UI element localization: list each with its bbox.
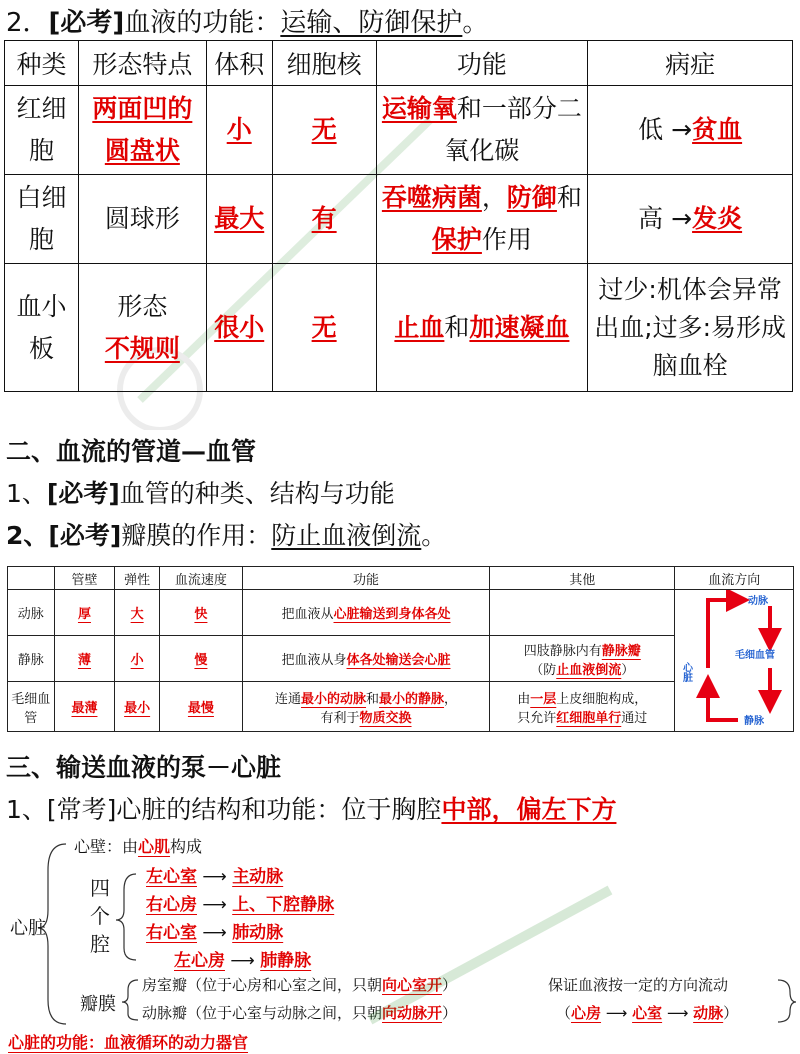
cell-shape: 两面凹的圆盘状 — [78, 86, 206, 175]
func-text: 有利于 — [320, 710, 360, 726]
chamber-row — [146, 890, 334, 915]
vessel-wall: 最薄 — [54, 682, 115, 732]
other-answer: 一层 — [530, 691, 557, 707]
chamber-name: 左心房 — [174, 951, 225, 971]
func-text: 连通 — [274, 691, 301, 707]
arrow-icon: → — [671, 204, 693, 233]
func-text: 和一部分二氧化碳 — [444, 94, 582, 165]
valve-line-2 — [142, 1002, 457, 1023]
cell-type: 血小板 — [5, 264, 79, 392]
func-answer: 体各处输送会心脏 — [346, 653, 451, 668]
vessel-elastic: 最小 — [115, 682, 160, 732]
col-header: 弹性 — [115, 567, 160, 590]
vessel-answer: 上、下腔静脉 — [232, 895, 335, 915]
col-header: 血流方向 — [675, 567, 794, 590]
func-text: ， — [481, 183, 507, 212]
part2-item2 — [6, 516, 446, 552]
func-text: 把血液从身 — [281, 653, 347, 668]
chamber-name: 左心室 — [146, 867, 197, 887]
func-text: 和 — [366, 691, 380, 707]
flow-answer: 动脉 — [693, 1004, 724, 1022]
func-answer: 防御 — [506, 183, 557, 212]
cell-size: 最大 — [206, 175, 272, 264]
other-text: ） — [621, 662, 635, 678]
other-text: 上皮细胞构成， — [556, 691, 648, 707]
table-row — [5, 86, 793, 175]
vessel-wall: 厚 — [54, 590, 115, 636]
vessel-other — [490, 682, 675, 732]
disease-answer: 贫血 — [692, 115, 743, 144]
cell-function — [376, 175, 588, 264]
required-tag: [必考] — [48, 8, 125, 38]
func-text: ， — [444, 691, 458, 707]
part2-item1 — [6, 474, 395, 510]
valve-text: 动脉瓣（位于心室与动脉之间，只朝 — [142, 1004, 383, 1022]
item-number: 1、 — [6, 795, 47, 824]
valve-purpose: 保证血液按一定的方向流动 — [548, 976, 729, 994]
blood-flow-diagram — [678, 590, 790, 730]
common-tag: [常考] — [46, 795, 117, 824]
item-end: 。 — [421, 521, 447, 550]
other-text: 只允许 — [517, 710, 557, 726]
vessel-speed: 快 — [159, 590, 242, 636]
heading-end: 。 — [462, 8, 489, 38]
col-header: 功能 — [242, 567, 489, 590]
flow-label-capillary: 毛细血管 — [735, 650, 775, 661]
cell-nucleus: 无 — [272, 264, 376, 392]
func-answer: 加速凝血 — [469, 312, 570, 342]
cell-disease: 过少:机体会异常出血;过多:易形成脑血栓 — [588, 264, 793, 392]
table-row — [5, 264, 793, 392]
vessel-name: 静脉 — [8, 636, 55, 682]
cell-disease — [588, 175, 793, 264]
vessel-speed: 最慢 — [159, 682, 242, 732]
col-header: 功能 — [376, 41, 588, 86]
table-row — [5, 175, 793, 264]
part3-item1 — [6, 790, 616, 826]
arrow-icon: ⟶ — [197, 895, 233, 915]
chamber-row — [174, 946, 311, 971]
shape-answer: 不规则 — [104, 333, 180, 363]
func-answer: 保护 — [431, 225, 482, 254]
col-header: 管壁 — [54, 567, 115, 590]
vessel-speed: 慢 — [159, 636, 242, 682]
wall-text: 构成 — [170, 837, 203, 856]
func-answer: 最小的静脉 — [379, 691, 445, 707]
other-text: 通过 — [621, 710, 648, 726]
disease-level: 高 — [638, 204, 664, 233]
func-answer: 心脏输送到身体各处 — [333, 607, 451, 622]
col-header: 血流速度 — [159, 567, 242, 590]
item-text: 心脏的结构和功能：位于胸腔 — [116, 795, 442, 824]
heart-structure-diagram — [0, 830, 800, 1054]
arrow-icon: ⟶ — [225, 951, 261, 971]
vessel-elastic: 大 — [115, 590, 160, 636]
vessels-table — [7, 566, 794, 732]
section-number: 2． — [6, 8, 49, 38]
func-answer: 吞噬病菌 — [381, 183, 482, 212]
shape-text: 形态 — [117, 291, 168, 321]
heart-function: 心脏的功能：血液循环的动力器官 — [8, 1033, 249, 1052]
cell-function — [376, 86, 588, 175]
cell-nucleus: 无 — [272, 86, 376, 175]
item-answer: 中部，偏左下方 — [441, 795, 617, 824]
vessel-other — [490, 636, 675, 682]
item-number: 2、 — [6, 521, 49, 550]
vessel-answer: 肺静脉 — [260, 951, 312, 971]
valve-text: ） — [442, 1004, 458, 1022]
paren: （ — [556, 1004, 572, 1022]
item-text: 瓣膜的作用： — [121, 521, 272, 550]
vessel-other — [490, 590, 675, 636]
chamber-name: 右心室 — [146, 923, 197, 943]
valve-answer: 向动脉开 — [382, 1004, 443, 1022]
cell-type: 白细胞 — [5, 175, 79, 264]
vessel-name: 毛细血管 — [8, 682, 55, 732]
table-row — [8, 590, 794, 636]
valve-label: 瓣膜 — [80, 994, 116, 1015]
arrow-icon: ⟶ — [197, 867, 233, 887]
part2-title: 二、血流的管道—血管 — [6, 437, 257, 466]
other-text: 由 — [517, 691, 531, 707]
paren: ） — [723, 1004, 739, 1022]
flow-answer: 心房 — [571, 1004, 602, 1022]
func-answer: 止血 — [394, 312, 445, 342]
cell-shape: 圆球形 — [78, 175, 206, 264]
heading-answer: 运输、防御保护 — [280, 8, 463, 38]
func-text: 和 — [556, 183, 582, 212]
required-tag: [必考] — [48, 521, 122, 550]
col-header: 病症 — [588, 41, 793, 86]
func-answer: 物质交换 — [359, 710, 412, 726]
col-header: 细胞核 — [272, 41, 376, 86]
cell-shape — [78, 264, 206, 392]
cell-disease — [588, 86, 793, 175]
wall-text: 心壁：由 — [74, 837, 139, 856]
func-answer: 运输氧 — [381, 94, 457, 123]
part3-title: 三、输送血液的泵－心脏 — [6, 753, 282, 782]
cell-nucleus: 有 — [272, 175, 376, 264]
four-chambers-label: 四个腔 — [90, 876, 110, 956]
flow-order — [556, 1002, 738, 1023]
vessel-name: 动脉 — [8, 590, 55, 636]
chamber-row — [146, 918, 283, 943]
disease-answer: 发炎 — [692, 204, 743, 233]
chamber-name: 右心房 — [146, 895, 197, 915]
col-header: 体积 — [206, 41, 272, 86]
valve-line-1 — [142, 974, 457, 995]
chamber-row — [146, 862, 283, 887]
arrow-icon: ⟶ — [197, 923, 233, 943]
item-text: 血管的种类、结构与功能 — [119, 479, 395, 508]
col-header — [8, 567, 55, 590]
blood-function-heading — [6, 2, 488, 39]
table-header-row — [5, 41, 793, 86]
vessel-elastic: 小 — [115, 636, 160, 682]
disease-level: 低 — [638, 115, 664, 144]
wall-answer: 心肌 — [138, 837, 171, 856]
vessel-function — [242, 590, 489, 636]
vessel-function — [242, 682, 489, 732]
arrow-icon: ⟶ — [662, 1004, 694, 1022]
valve-text: ） — [442, 976, 458, 994]
other-answer: 红细胞单行 — [556, 710, 622, 726]
col-header: 形态特点 — [78, 41, 206, 86]
cell-size: 小 — [206, 86, 272, 175]
other-text: （防 — [530, 662, 557, 678]
func-text: 和 — [444, 312, 470, 342]
func-text: 把血液从 — [281, 607, 334, 622]
vessel-function — [242, 636, 489, 682]
cell-function — [376, 264, 588, 392]
arrow-icon: → — [671, 115, 693, 144]
valve-text: 房室瓣（位于心房和心室之间，只朝 — [142, 976, 383, 994]
func-answer: 最小的动脉 — [301, 691, 367, 707]
heading-text: 血液的功能： — [124, 8, 281, 38]
blood-cells-table — [4, 40, 793, 392]
table-header-row — [8, 567, 794, 590]
flow-label-heart: 心脏 — [680, 662, 692, 682]
other-text: 四肢静脉内有 — [523, 643, 602, 659]
flow-answer: 心室 — [632, 1004, 663, 1022]
cell-size: 很小 — [206, 264, 272, 392]
required-tag: [必考] — [46, 479, 120, 508]
func-text: 作用 — [481, 225, 532, 254]
vessel-answer: 肺动脉 — [232, 923, 284, 943]
other-answer: 止血液倒流 — [556, 662, 622, 678]
col-header: 种类 — [5, 41, 79, 86]
valve-answer: 向心室开 — [382, 976, 443, 994]
arrow-icon: ⟶ — [601, 1004, 633, 1022]
col-header: 其他 — [490, 567, 675, 590]
flow-label-artery: 动脉 — [748, 596, 768, 607]
item-number: 1、 — [6, 479, 47, 508]
heart-root-label: 心脏 — [10, 918, 46, 939]
flow-label-vein: 静脉 — [744, 716, 764, 727]
heart-wall-line — [74, 834, 202, 857]
other-answer: 静脉瓣 — [601, 643, 641, 659]
item-answer: 防止血液倒流 — [271, 521, 422, 550]
cell-type: 红细胞 — [5, 86, 79, 175]
vessel-wall: 薄 — [54, 636, 115, 682]
vessel-answer: 主动脉 — [232, 867, 284, 887]
